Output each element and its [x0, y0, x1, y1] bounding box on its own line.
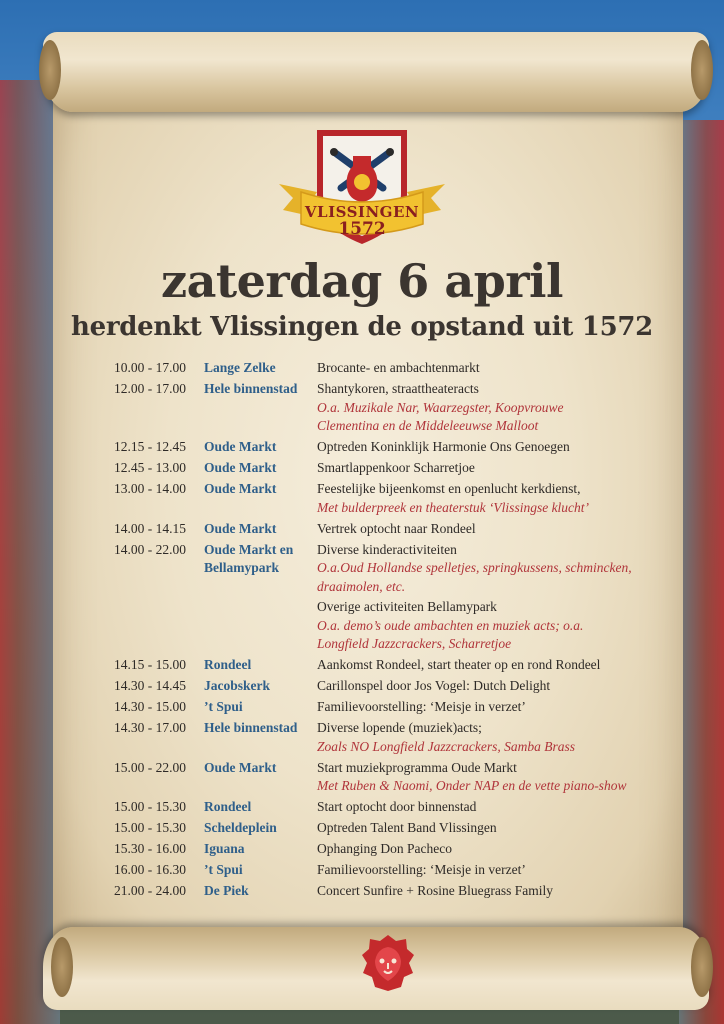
schedule-description: [317, 677, 674, 696]
schedule-row: [114, 759, 674, 796]
schedule-location: Oude Markt: [204, 759, 277, 775]
schedule-time: 15.00 - 15.30: [114, 799, 186, 814]
activity-note: Met bulderpreek en theaterstuk ‘Vlissingse klucht’: [317, 499, 590, 515]
scroll-end-bottom-left: [51, 937, 73, 997]
schedule-row: [114, 861, 674, 880]
schedule-description: [317, 719, 674, 756]
schedule-location: Oude Markt en Bellamypark: [204, 541, 294, 575]
activity-text: Optreden Koninklijk Harmonie Ons Genoegen: [317, 439, 570, 454]
schedule-time: 15.30 - 16.00: [114, 841, 186, 856]
schedule-time: 14.30 - 14.45: [114, 678, 186, 693]
scroll-end-top-left: [39, 40, 61, 100]
vlissingen-1572-logo: [279, 126, 445, 256]
schedule-location: Lange Zelke: [204, 360, 276, 375]
scroll-end-bottom-right: [691, 937, 713, 997]
schedule-row: [114, 438, 674, 457]
schedule-location: ’t Spui: [204, 862, 243, 877]
activity-text: Familievoorstelling: ‘Meisje in verzet’: [317, 699, 526, 714]
schedule-description: [317, 380, 674, 436]
schedule-row: [114, 480, 674, 517]
schedule-description: [317, 656, 674, 675]
schedule-time: 10.00 - 17.00: [114, 360, 186, 375]
activity-text: Familievoorstelling: ‘Meisje in verzet’: [317, 862, 526, 877]
activity-text: Concert Sunfire + Rosine Bluegrass Family: [317, 883, 553, 898]
scroll-roll-top: [43, 32, 709, 112]
activity-note: O.a. Muzikale Nar, Waarzegster, Koopvrouwe: [317, 399, 564, 415]
schedule-row: [114, 359, 674, 378]
schedule-time: 14.30 - 17.00: [114, 720, 186, 735]
activity-note: draaimolen, etc.: [317, 578, 406, 594]
schedule-description: [317, 359, 674, 378]
schedule-location: Hele binnenstad: [204, 720, 298, 735]
lion-head-icon: [361, 933, 415, 993]
schedule-description: [317, 438, 674, 457]
schedule-location: Iguana: [204, 841, 245, 856]
schedule-row: [114, 656, 674, 675]
scroll-end-top-right: [691, 40, 713, 100]
activity-note: Met Ruben & Naomi, Onder NAP en de vette piano-show: [317, 778, 627, 793]
activity-text: Vertrek optocht naar Rondeel: [317, 520, 476, 536]
activity-text: Diverse lopende (muziek)acts;: [317, 720, 482, 735]
schedule-description: [317, 840, 674, 859]
schedule-description: [317, 520, 674, 539]
schedule-time: 15.00 - 15.30: [114, 820, 186, 835]
activity-text: Shantykoren, straattheateracts: [317, 381, 479, 396]
activity-text: Overige activiteiten Bellamypark: [317, 599, 497, 614]
schedule-location: Oude Markt: [204, 481, 277, 496]
logo-name: VLISSINGEN: [304, 203, 420, 221]
schedule-location: Oude Markt: [204, 520, 277, 536]
schedule-row: [114, 798, 674, 817]
schedule-time: 16.00 - 16.30: [114, 862, 186, 877]
activity-text: Feestelijke bijeenkomst en openlucht kerkdienst,: [317, 481, 581, 496]
schedule-description: [317, 882, 674, 901]
schedule-description: [317, 861, 674, 880]
schedule-time: 12.45 - 13.00: [114, 460, 186, 475]
activity-text: Smartlappenkoor Scharretjoe: [317, 460, 475, 475]
schedule-description: [317, 798, 674, 817]
page-title: zaterdag 6 april: [160, 254, 563, 308]
schedule-description: [317, 698, 674, 717]
schedule-row: [114, 380, 674, 436]
schedule-row: [114, 520, 674, 539]
activity-note: Zoals NO Longfield Jazzcrackers, Samba Brass: [317, 738, 576, 754]
activity-text: Carillonspel door Jos Vogel: Dutch Delight: [317, 678, 551, 693]
schedule-location: De Piek: [204, 883, 249, 898]
schedule-location: Jacobskerk: [204, 678, 271, 693]
schedule-description: [317, 480, 674, 517]
schedule-description: [317, 541, 674, 654]
schedule-row: [114, 541, 674, 654]
schedule-row: [114, 882, 674, 901]
schedule-row: [114, 719, 674, 756]
activity-note: Longfield Jazzcrackers, Scharretjoe: [317, 636, 512, 651]
activity-text: Start optocht door binnenstad: [317, 799, 477, 814]
schedule-time: 14.00 - 14.15: [114, 520, 186, 536]
schedule-row: [114, 459, 674, 478]
schedule-location: Hele binnenstad: [204, 381, 298, 396]
schedule-time: 14.00 - 22.00: [114, 541, 186, 557]
schedule-time: 13.00 - 14.00: [114, 481, 186, 496]
schedule-time: 12.15 - 12.45: [114, 439, 186, 454]
schedule-location: Rondeel: [204, 799, 252, 814]
schedule-description: [317, 759, 674, 796]
schedule-row: [114, 840, 674, 859]
schedule-row: [114, 677, 674, 696]
schedule-time: 14.15 - 15.00: [114, 657, 186, 672]
logo-year: 1572: [338, 219, 386, 239]
activity-text: Diverse kinderactiviteiten: [317, 541, 457, 557]
schedule-time: 21.00 - 24.00: [114, 883, 186, 898]
activity-note: Clementina en de Middeleeuwse Malloot: [317, 418, 539, 433]
schedule-description: [317, 819, 674, 838]
activity-note: O.a.Oud Hollandse spelletjes, springkussens, schmincken,: [317, 560, 632, 575]
schedule-description: [317, 459, 674, 478]
schedule-location: Oude Markt: [204, 460, 277, 475]
schedule-time: 12.00 - 17.00: [114, 381, 186, 396]
schedule-time: 15.00 - 22.00: [114, 759, 186, 775]
schedule-location: ’t Spui: [204, 699, 243, 714]
schedule-time: 14.30 - 15.00: [114, 699, 186, 714]
schedule-list: [114, 359, 674, 903]
schedule-row: [114, 698, 674, 717]
activity-text: Aankomst Rondeel, start theater op en rond Rondeel: [317, 657, 601, 672]
activity-text: Start muziekprogramma Oude Markt: [317, 759, 517, 775]
schedule-location: Oude Markt: [204, 439, 277, 454]
schedule-location: Scheldeplein: [204, 820, 277, 835]
schedule-row: [114, 819, 674, 838]
activity-text: Brocante- en ambachtenmarkt: [317, 360, 480, 375]
page-subtitle: herdenkt Vlissingen de opstand uit 1572: [71, 312, 653, 342]
schedule-location: Rondeel: [204, 657, 252, 672]
activity-note: O.a. demo’s oude ambachten en muziek acts; o.a.: [317, 617, 584, 633]
activity-text: Ophanging Don Pacheco: [317, 841, 452, 856]
activity-text: Optreden Talent Band Vlissingen: [317, 820, 497, 835]
